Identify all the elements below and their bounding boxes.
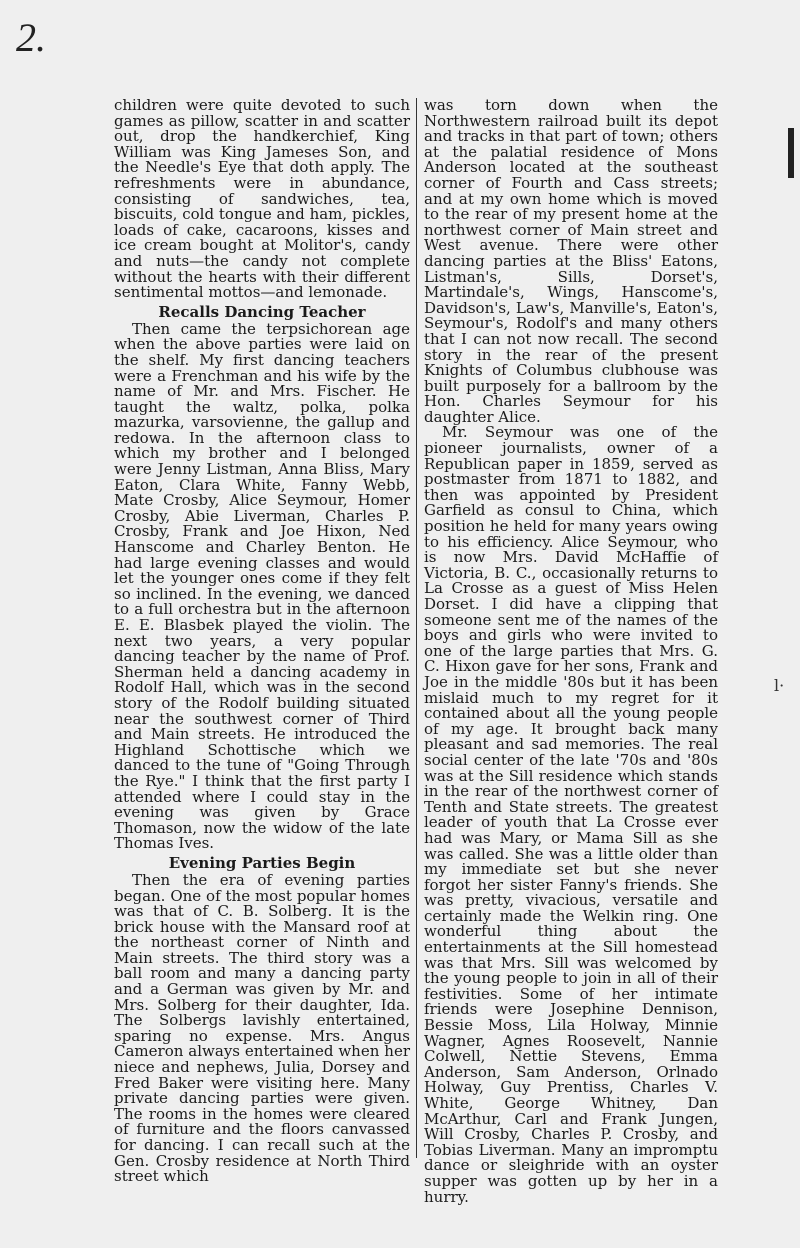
column-divider	[416, 98, 417, 1158]
margin-mark: l·	[774, 676, 785, 695]
subheading-evening-parties-begin: Evening Parties Begin	[168, 853, 356, 872]
paragraph-party-residences: was torn down when the Northwestern railroad built its depot and tracks in that part of town; others at the palatial residence of Mons Anderson located at the southeast corner of Fourth and Cass streets; and at my own home which is moved to the rear of my present home at the northwest corner of Main street and West avenue. There were other dancing parties at the Bliss' Eatons, Listman's, Sills, Dorset's, Martindale's, Wings, Hanscome's, Davidson's, Law's, Manville's, Eaton's, Seymour's, Rodolf's and many others that I can not now recall. The second story in the rear of the present Knights of Columbus clubhouse was built purposely for a ballroom by the Hon. Charles Seymour for his daughter Alice.	[424, 96, 718, 426]
article-column-left	[114, 98, 410, 1185]
page-number-mark: 2.	[16, 15, 46, 60]
margin-smudge	[788, 128, 794, 178]
subheading-recalls-dancing-teacher: Recalls Dancing Teacher	[158, 302, 366, 321]
paragraph-evening-parties: Then the era of evening parties began. One of the most popular homes was that of C. B. Solberg. It is the brick house with the Mansard roof at the northeast corner of Ninth and Main streets. The third story was a ball room and many a dancing party and a German was given by Mr. and Mrs. Solberg for their daughter, Ida. The Solbergs lavishly entertained, sparing no expense. Mrs. Angus Cameron always entertained when her niece and nephews, Julia, Dorsey and Fred Baker were visiting here. Many private dancing parties were given. The rooms in the homes were cleared of furniture and the floors canvassed for dancing. I can recall such at the Gen. Crosby residence at North Third street which	[114, 870, 410, 1186]
paragraph-children-games: children were quite devoted to such games as pillow, scatter in and scatter out, drop the handkerchief, King William was King Jameses Son, and the Needle's Eye that doth apply. The refreshments were in abundance, consisting of sandwiches, tea, biscuits, cold tongue and ham, pickles, loads of cake, cacaroons, kisses and ice cream bought at Molitor's, candy and nuts—the candy not complete without the hearts with their different sentimental mottos—and lemonade.	[114, 96, 410, 302]
paragraph-dancing-teachers: Then came the terpsichorean age when the above parties were laid on the shelf. My first dancing teachers were a Frenchman and his wife by the name of Mr. and Mrs. Fischer. He taught the waltz, polka, polka mazurka, varsovienne, the gallup and redowa. In the afternoon class to which my brother and I belonged were Jenny Listman, Anna Bliss, Mary Eaton, Clara White, Fanny Webb, Mate Crosby, Alice Seymour, Homer Crosby, Abie Liverman, Charles P. Crosby, Frank and Joe Hixon, Ned Hanscome and Charley Benton. He had large evening classes and would let the younger ones come if they felt so inclined. In the evening, we danced to a full orchestra but in the afternoon E. E. Blasbek played the violin. The next two years, a very popular dancing teacher by the name of Prof. Sherman held a dancing academy in Rodolf Hall, which was in the second story of the Rodolf building situated near the southwest corner of Third and Main streets. He introduced the Highland Schottische which we danced to the tune of "Going Through the Rye." I think that the first party I attended where I could stay in the evening was given by Grace Thomason, now the widow of the late Thomas Ives.	[114, 319, 410, 853]
paragraph-seymour-and-sill: Mr. Seymour was one of the pioneer journalists, owner of a Republican paper in 1859, served as postmaster from 1871 to 1882, and then was appointed by President Garfield as consul to China, which position he held for many years owing to his efficiency. Alice Seymour, who is now Mrs. David McHaffie of Victoria, B. C., occasionally returns to La Crosse as a guest of Miss Helen Dorset. I did have a clipping that someone sent me of the names of the boys and girls who were invited to one of the large parties that Mrs. G. C. Hixon gave for her sons, Frank and Joe in the middle '80s but it has been mislaid much to my regret for it contained about all the young people of my age. It brought back many pleasant and sad memories. The real social center of the late '70s and '80s was at the Sill residence which stands in the rear of the northwest corner of Tenth and State streets. The greatest leader of youth that La Crosse ever had was Mary, or Mama Sill as she was called. She was a little older than my immediate set but she never forgot her sister Fanny's friends. She was pretty, vivacious, versatile and certainly made the Welkin ring. One wonderful thing about the entertainments at the Sill homestead was that Mrs. Sill was welcomed by the young people to join in all of their festivities. Some of her intimate friends were Josephine Dennison, Bessie Moss, Lila Holway, Minnie Wagner, Agnes Roosevelt, Nannie Colwell, Nettie Stevens, Emma Anderson, Sam Anderson, Orlnado Holway, Guy Prentiss, Charles V. White, George Whitney, Dan McArthur, Carl and Frank Jungen, Will Crosby, Charles P. Crosby, and Tobias Liverman. Many an impromptu dance or sleighride with an oyster supper was gotten up by her in a hurry.	[424, 423, 718, 1206]
article-column-right	[424, 98, 718, 1205]
